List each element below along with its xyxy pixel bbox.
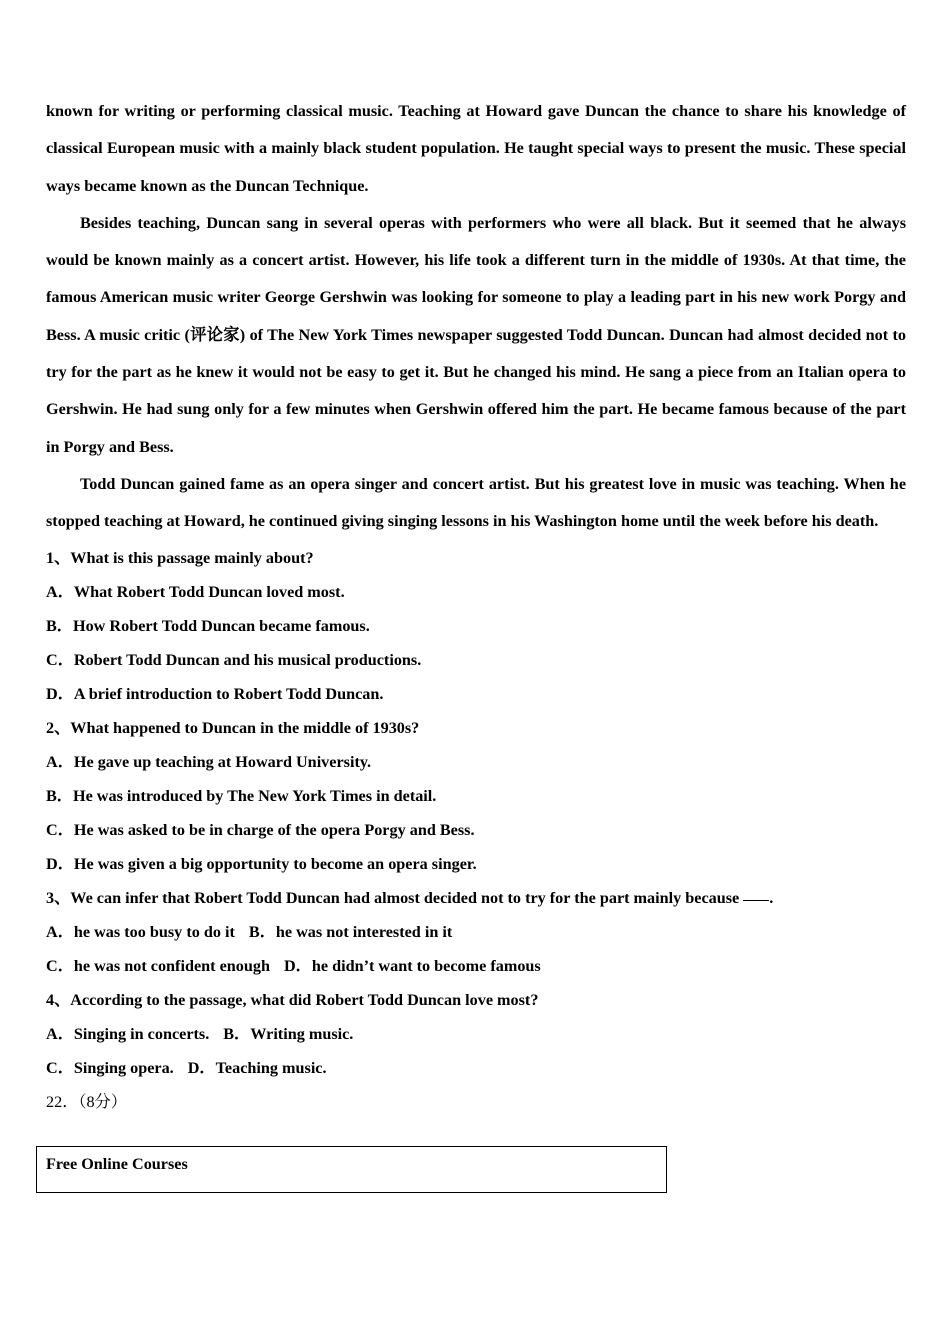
question-2-stem: 2、What happened to Duncan in the middle of 1930s? xyxy=(46,718,420,737)
question-3-options-cd xyxy=(46,949,906,983)
section-22-box-title: Free Online Courses xyxy=(46,1155,188,1173)
question-3-option-b: B．he was not interested in it xyxy=(248,922,453,941)
question-3-option-a: A．he was too busy to do it xyxy=(46,922,235,941)
question-1-option-a: A．What Robert Todd Duncan loved most. xyxy=(46,582,345,601)
passage-paragraph-2: Besides teaching, Duncan sang in several operas with performers who were all black. But it seemed that he always would be known mainly as a concert artist. However, his life took a different turn in the middle of 1930s. At that time, the famous American music writer George Gershwin was looking for someone to play a leading part in his new work Porgy and Bess. A music critic (评论家) of The New York Times newspaper suggested Todd Duncan. Duncan had almost decided not to try for the part as he knew it would not be easy to get it. But he changed his mind. He sang a piece from an Italian opera to Gershwin. He had sung only for a few minutes when Gershwin offered him the part. He became famous because of the part in Porgy and Bess. xyxy=(46,213,906,456)
question-2 xyxy=(46,711,906,881)
question-3-option-d: D．he didn’t want to become famous xyxy=(283,956,541,975)
question-3-option-c: C．he was not confident enough xyxy=(46,956,270,975)
question-1-option-d: D．A brief introduction to Robert Todd Duncan. xyxy=(46,684,384,703)
question-3-stem: 3、We can infer that Robert Todd Duncan had almost decided not to try for the part mainly because xyxy=(46,888,740,907)
answer-blank xyxy=(743,900,769,901)
document-page xyxy=(46,93,906,1119)
passage-paragraph-1: known for writing or performing classical music. Teaching at Howard gave Duncan the chance to share his knowledge of classical European music with a mainly black student population. He taught special ways to present the music. These special ways became known as the Duncan Technique. xyxy=(46,102,906,195)
question-2-option-b: B．He was introduced by The New York Times in detail. xyxy=(46,786,437,805)
question-1-option-c: C．Robert Todd Duncan and his musical productions. xyxy=(46,650,422,669)
question-2-option-a: A．He gave up teaching at Howard University. xyxy=(46,752,372,771)
question-3-options-ab xyxy=(46,915,906,949)
question-4-option-a: A．Singing in concerts. xyxy=(46,1024,210,1043)
question-3 xyxy=(46,881,906,983)
passage xyxy=(46,93,906,541)
question-4 xyxy=(46,983,906,1085)
question-4-options-cd xyxy=(46,1051,906,1085)
question-4-option-d: D．Teaching music. xyxy=(187,1058,327,1077)
question-4-stem: 4、According to the passage, what did Robert Todd Duncan love most? xyxy=(46,990,539,1009)
passage-paragraph-3: Todd Duncan gained fame as an opera singer and concert artist. But his greatest love in music was teaching. When he stopped teaching at Howard, he continued giving singing lessons in his Washington home until the week before his death. xyxy=(46,474,906,531)
section-22-heading: 22．（8分） xyxy=(46,1092,127,1111)
question-3-stem-line xyxy=(46,881,906,915)
question-1-option-b: B．How Robert Todd Duncan became famous. xyxy=(46,616,370,635)
question-4-option-c: C．Singing opera. xyxy=(46,1058,174,1077)
question-2-option-c: C．He was asked to be in charge of the opera Porgy and Bess. xyxy=(46,820,475,839)
question-4-options-ab xyxy=(46,1017,906,1051)
question-1-stem: 1、What is this passage mainly about? xyxy=(46,548,314,567)
question-4-option-b: B．Writing music. xyxy=(223,1024,354,1043)
question-3-stem-end: . xyxy=(769,888,774,907)
question-1 xyxy=(46,541,906,711)
section-22-box xyxy=(36,1146,667,1193)
question-2-option-d: D．He was given a big opportunity to become an opera singer. xyxy=(46,854,477,873)
